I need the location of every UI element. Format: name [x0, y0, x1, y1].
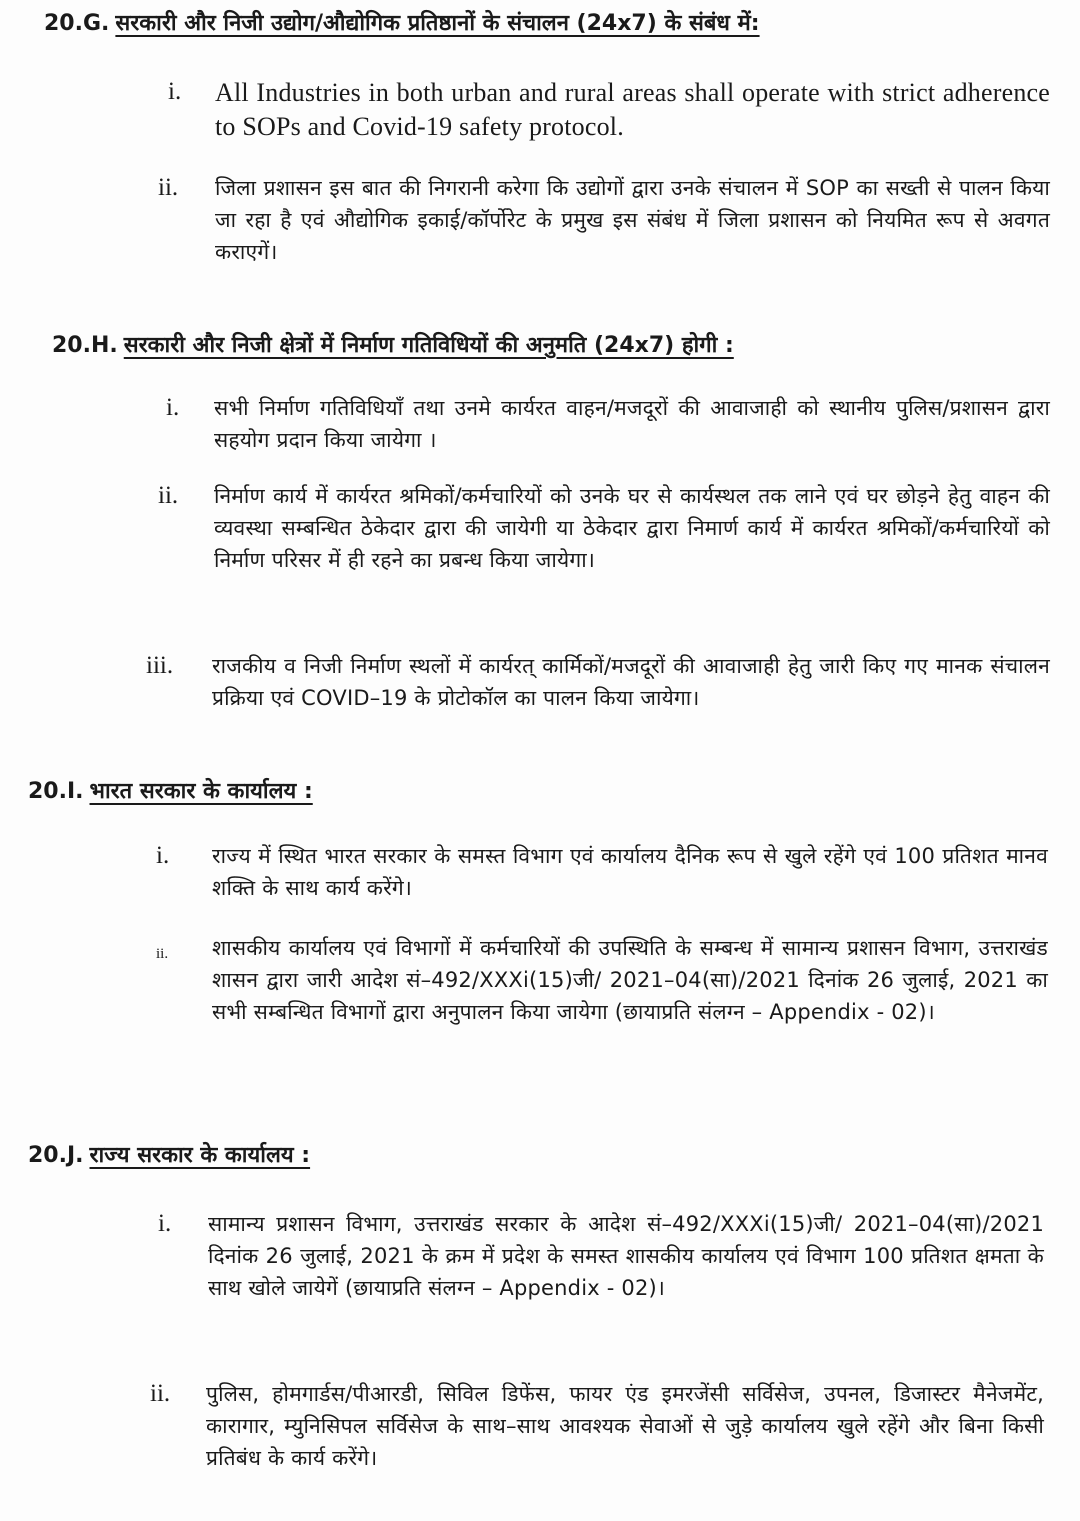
item-text: सामान्य प्रशासन विभाग, उत्तराखंड सरकार के आदेश सं–492/XXXi(15)जी/ 2021–04(सा)/2021 दिनांक 26 जुलाई, 2021 के क्रम में प्रदेश के समस्त शासकीय कार्यालय एवं विभाग 100 प्रतिशत क्षमता के साथ खोले जायेगें (छायाप्रति संलग्न – Appendix - 02)।: [208, 1212, 1044, 1300]
item-numeral: ii.: [156, 946, 169, 962]
section-heading-20g: [44, 10, 760, 38]
item-numeral: i.: [158, 1210, 172, 1237]
item-text: पुलिस, होमगार्डस/पीआरडी, सिविल डिफेंस, फायर एंड इमरजेंसी सर्विसेज, उपनल, डिजास्टर मैनेजमेंट, कारागार, म्युनिसिपल सर्विसेज के साथ–साथ आवश्यक सेवाओं से जुड़े कार्यालय खुले रहेंगे और बिना किसी प्रतिबंध के कार्य करेंगे।: [206, 1382, 1044, 1470]
item-numeral: i.: [166, 394, 180, 421]
item-text: निर्माण कार्य में कार्यरत श्रमिकों/कर्मचारियों को उनके घर से कार्यस्थल तक लाने एवं घर छोड़ने हेतु वाहन की व्यवस्था सम्बन्धित ठेकेदार द्वारा की जायेगी या ठेकेदार द्वारा निमार्ण कार्य में कार्यरत श्रमिकों/कर्मचारियों को निर्माण परिसर में ही रहने का प्रबन्ध किया जायेगा।: [214, 484, 1050, 572]
item-text: राजकीय व निजी निर्माण स्थलों में कार्यरत् कार्मिकों/मजदूरों की आवाजाही हेतु जारी किए गए मानक संचालन प्रक्रिया एवं COVID–19 के प्रोटोकॉल का पालन किया जायेगा।: [212, 654, 1050, 710]
section-title: राज्य सरकार के कार्यालय :: [89, 1143, 311, 1168]
section-number: 20.G.: [44, 11, 110, 36]
item-text: शासकीय कार्यालय एवं विभागों में कर्मचारियों की उपस्थिति के सम्बन्ध में सामान्य प्रशासन विभाग, उत्तराखंड शासन द्वारा जारी आदेश सं–492/XXXi(15)जी/ 2021–04(सा)/2021 दिनांक 26 जुलाई, 2021 का सभी सम्बन्धित विभागों द्वारा अनुपालन किया जायेगा (छायाप्रति संलग्न – Appendix - 02)।: [212, 936, 1048, 1024]
section-title: सरकारी और निजी क्षेत्रों में निर्माण गतिविधियों की अनुमति (24x7) होगी :: [123, 333, 734, 358]
item-text: राज्य में स्थित भारत सरकार के समस्त विभाग एवं कार्यालय दैनिक रूप से खुले रहेंगे एवं 100 प्रतिशत मानव शक्ति के साथ कार्य करेंगे।: [212, 844, 1048, 900]
section-number: 20.I.: [28, 779, 84, 804]
item-numeral: iii.: [146, 652, 174, 679]
item-numeral: ii.: [158, 174, 179, 201]
section-heading-20h: [52, 332, 734, 360]
item-numeral: i.: [168, 78, 182, 105]
item-numeral: ii.: [158, 482, 179, 509]
item-numeral: i.: [156, 842, 170, 869]
item-text: जिला प्रशासन इस बात की निगरानी करेगा कि उद्योगों द्वारा उनके संचालन में SOP का सख्ती से पालन किया जा रहा है एवं औद्योगिक इकाई/कॉर्पोरेट के प्रमुख इस संबंध में जिला प्रशासन को नियमित रूप से अवगत कराएगें।: [215, 176, 1050, 264]
item-text: सभी निर्माण गतिविधियाँ तथा उनमे कार्यरत वाहन/मजदूरों की आवाजाही को स्थानीय पुलिस/प्रशासन द्वारा सहयोग प्रदान किया जायेगा ।: [214, 396, 1050, 452]
section-title: भारत सरकार के कार्यालय :: [89, 779, 313, 804]
item-text: All Industries in both urban and rural areas shall operate with strict adherence to SOPs and Covid-19 safety protocol.: [215, 78, 1050, 141]
section-number: 20.H.: [52, 333, 118, 358]
section-title: सरकारी और निजी उद्योग/औद्योगिक प्रतिष्ठानों के संचालन (24x7) के संबंध में:: [115, 11, 760, 36]
section-heading-20j: [28, 1142, 310, 1170]
item-numeral: ii.: [150, 1380, 171, 1407]
section-heading-20i: [28, 778, 313, 806]
section-number: 20.J.: [28, 1143, 84, 1168]
